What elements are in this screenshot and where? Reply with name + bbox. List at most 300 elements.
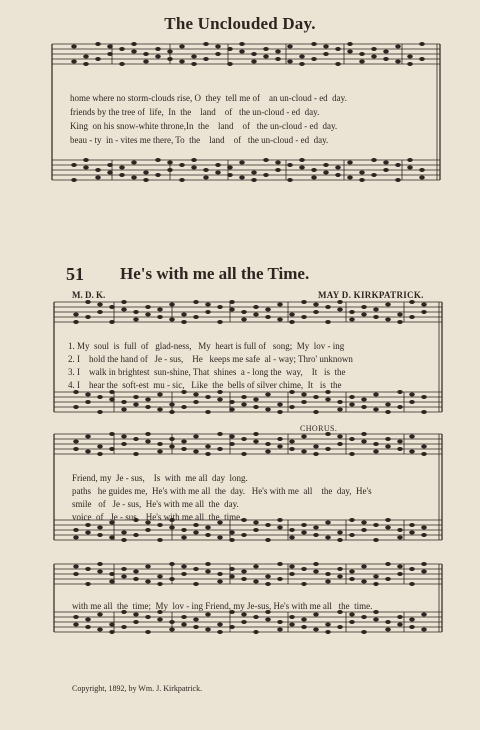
- lyric-line: Friend, my Je - sus, Is with me all day long.: [72, 473, 248, 483]
- note-head: [337, 538, 343, 542]
- note-head: [119, 173, 125, 177]
- note-head: [229, 538, 235, 542]
- note-head: [421, 533, 427, 537]
- note-head: [181, 313, 187, 317]
- note-head: [277, 562, 283, 566]
- note-head: [241, 310, 247, 314]
- note-head: [409, 300, 415, 304]
- note-head: [289, 623, 295, 627]
- note-head: [145, 398, 151, 402]
- note-head: [181, 565, 187, 569]
- note-head: [145, 630, 151, 634]
- note-head: [253, 528, 259, 532]
- note-head: [277, 403, 283, 407]
- note-head: [205, 562, 211, 566]
- note-head: [73, 615, 79, 619]
- note-head: [145, 565, 151, 569]
- note-head: [265, 442, 271, 446]
- note-head: [169, 577, 175, 581]
- note-head: [191, 158, 197, 162]
- note-head: [253, 405, 259, 409]
- note-head: [133, 395, 139, 399]
- note-head: [265, 408, 271, 412]
- note-head: [397, 572, 403, 576]
- note-head: [275, 50, 281, 54]
- note-head: [253, 630, 259, 634]
- note-head: [313, 310, 319, 314]
- note-head: [349, 318, 355, 322]
- note-head: [179, 60, 185, 64]
- note-head: [251, 178, 257, 182]
- copyright-notice: Copyright, 1892, by Wm. J. Kirkpatrick.: [72, 684, 203, 693]
- note-head: [373, 618, 379, 622]
- note-head: [421, 452, 427, 456]
- note-head: [109, 398, 115, 402]
- note-head: [133, 403, 139, 407]
- note-head: [251, 171, 257, 175]
- note-head: [407, 62, 413, 66]
- note-head: [179, 45, 185, 49]
- note-head: [337, 575, 343, 579]
- note-head: [97, 526, 103, 530]
- note-head: [301, 435, 307, 439]
- note-head: [253, 305, 259, 309]
- note-head: [205, 395, 211, 399]
- note-head: [385, 628, 391, 632]
- verse-line: 4. I hear the soft-est mu - sic, Like the bells of silver chime, It is the: [68, 380, 342, 390]
- note-head: [289, 313, 295, 317]
- note-head: [253, 521, 259, 525]
- note-head: [215, 171, 221, 175]
- note-head: [277, 628, 283, 632]
- note-head: [119, 166, 125, 170]
- note-head: [97, 303, 103, 307]
- note-head: [181, 623, 187, 627]
- note-head: [421, 562, 427, 566]
- note-head: [335, 62, 341, 66]
- note-head: [287, 60, 293, 64]
- note-head: [325, 320, 331, 324]
- note-head: [181, 572, 187, 576]
- note-head: [131, 42, 137, 46]
- note-head: [421, 303, 427, 307]
- note-head: [265, 538, 271, 542]
- note-head: [325, 580, 331, 584]
- note-head: [397, 565, 403, 569]
- note-head: [337, 567, 343, 571]
- note-head: [277, 577, 283, 581]
- note-head: [217, 580, 223, 584]
- note-head: [409, 523, 415, 527]
- note-head: [325, 572, 331, 576]
- note-head: [241, 452, 247, 456]
- note-head: [121, 625, 127, 629]
- note-head: [397, 536, 403, 540]
- note-head: [301, 300, 307, 304]
- note-head: [289, 440, 295, 444]
- note-head: [73, 447, 79, 451]
- note-head: [109, 447, 115, 451]
- note-head: [277, 410, 283, 414]
- note-head: [97, 570, 103, 574]
- note-head: [181, 536, 187, 540]
- note-head: [421, 445, 427, 449]
- note-head: [313, 533, 319, 537]
- note-head: [265, 582, 271, 586]
- note-head: [301, 625, 307, 629]
- note-head: [301, 450, 307, 454]
- note-head: [349, 403, 355, 407]
- note-head: [121, 400, 127, 404]
- note-head: [313, 445, 319, 449]
- note-head: [323, 45, 329, 49]
- note-head: [263, 173, 269, 177]
- note-head: [275, 168, 281, 172]
- note-head: [241, 533, 247, 537]
- note-head: [325, 536, 331, 540]
- note-head: [85, 393, 91, 397]
- note-head: [373, 610, 379, 614]
- note-head: [385, 620, 391, 624]
- note-head: [335, 166, 341, 170]
- note-head: [193, 531, 199, 535]
- lyric-line: smile of Je - sus, He's with me all the day.: [72, 499, 239, 509]
- note-head: [361, 440, 367, 444]
- note-head: [313, 395, 319, 399]
- note-head: [395, 60, 401, 64]
- note-head: [85, 450, 91, 454]
- note-head: [205, 526, 211, 530]
- note-head: [289, 320, 295, 324]
- note-head: [299, 62, 305, 66]
- note-head: [109, 320, 115, 324]
- note-head: [205, 303, 211, 307]
- note-head: [371, 173, 377, 177]
- lyricist-credit: M. D. K.: [72, 290, 106, 300]
- note-head: [325, 305, 331, 309]
- note-head: [421, 395, 427, 399]
- note-head: [241, 437, 247, 441]
- note-head: [287, 178, 293, 182]
- note-head: [217, 623, 223, 627]
- note-head: [157, 408, 163, 412]
- note-head: [133, 620, 139, 624]
- note-head: [145, 615, 151, 619]
- note-head: [241, 570, 247, 574]
- note-head: [289, 447, 295, 451]
- note-head: [133, 577, 139, 581]
- note-head: [361, 528, 367, 532]
- note-head: [239, 176, 245, 180]
- note-head: [407, 166, 413, 170]
- note-head: [71, 60, 77, 64]
- note-head: [241, 318, 247, 322]
- note-head: [277, 437, 283, 441]
- note-head: [263, 158, 269, 162]
- note-head: [217, 398, 223, 402]
- note-head: [227, 173, 233, 177]
- note-head: [193, 567, 199, 571]
- note-head: [121, 300, 127, 304]
- note-head: [337, 308, 343, 312]
- note-head: [167, 161, 173, 165]
- note-head: [71, 45, 77, 49]
- note-head: [205, 533, 211, 537]
- note-head: [337, 625, 343, 629]
- note-head: [313, 562, 319, 566]
- note-head: [383, 168, 389, 172]
- note-head: [193, 400, 199, 404]
- note-head: [181, 447, 187, 451]
- note-head: [157, 308, 163, 312]
- note-head: [421, 570, 427, 574]
- note-head: [323, 163, 329, 167]
- note-head: [409, 567, 415, 571]
- lyric-line: King on his snow-white throne,In the land of the un-cloud - ed day.: [70, 121, 338, 131]
- note-head: [131, 176, 137, 180]
- note-head: [229, 308, 235, 312]
- note-head: [385, 403, 391, 407]
- note-head: [361, 521, 367, 525]
- note-head: [349, 620, 355, 624]
- note-head: [325, 521, 331, 525]
- note-head: [155, 158, 161, 162]
- note-head: [95, 176, 101, 180]
- note-head: [335, 173, 341, 177]
- note-head: [169, 410, 175, 414]
- note-head: [275, 57, 281, 61]
- note-head: [373, 450, 379, 454]
- note-head: [97, 628, 103, 632]
- note-head: [121, 538, 127, 542]
- note-head: [143, 178, 149, 182]
- note-head: [133, 318, 139, 322]
- note-head: [421, 628, 427, 632]
- note-head: [239, 42, 245, 46]
- note-head: [145, 440, 151, 444]
- note-head: [239, 161, 245, 165]
- note-head: [181, 320, 187, 324]
- note-head: [289, 528, 295, 532]
- note-head: [193, 618, 199, 622]
- note-head: [421, 310, 427, 314]
- note-head: [85, 582, 91, 586]
- note-head: [323, 52, 329, 56]
- note-head: [397, 615, 403, 619]
- note-head: [203, 176, 209, 180]
- note-head: [349, 533, 355, 537]
- note-head: [217, 432, 223, 436]
- note-head: [361, 565, 367, 569]
- note-head: [179, 163, 185, 167]
- note-head: [193, 300, 199, 304]
- note-head: [73, 405, 79, 409]
- note-head: [109, 305, 115, 309]
- note-head: [193, 625, 199, 629]
- lyric-line: home where no storm-clouds rise, O they tell me of an un-cloud - ed day.: [70, 93, 347, 103]
- note-head: [395, 178, 401, 182]
- note-head: [157, 582, 163, 586]
- note-head: [229, 531, 235, 535]
- note-head: [337, 408, 343, 412]
- note-head: [97, 310, 103, 314]
- note-head: [85, 618, 91, 622]
- note-head: [409, 315, 415, 319]
- note-head: [323, 171, 329, 175]
- note-head: [311, 42, 317, 46]
- note-head: [109, 623, 115, 627]
- note-head: [349, 570, 355, 574]
- lyric-line: with me all the time; My lov - ing Friend, my Je-sus, He's with me all the time.: [72, 601, 373, 611]
- note-head: [107, 171, 113, 175]
- note-head: [409, 435, 415, 439]
- note-head: [373, 408, 379, 412]
- note-head: [239, 50, 245, 54]
- note-head: [373, 315, 379, 319]
- note-head: [143, 52, 149, 56]
- note-head: [263, 47, 269, 51]
- note-head: [193, 435, 199, 439]
- note-head: [277, 518, 283, 522]
- note-head: [145, 313, 151, 317]
- note-head: [395, 45, 401, 49]
- note-head: [107, 163, 113, 167]
- note-head: [349, 310, 355, 314]
- note-head: [229, 400, 235, 404]
- note-head: [133, 452, 139, 456]
- note-head: [181, 528, 187, 532]
- note-head: [203, 168, 209, 172]
- note-head: [205, 410, 211, 414]
- note-head: [359, 60, 365, 64]
- note-head: [121, 531, 127, 535]
- note-head: [227, 166, 233, 170]
- note-head: [85, 315, 91, 319]
- note-head: [109, 572, 115, 576]
- note-head: [383, 161, 389, 165]
- note-head: [409, 618, 415, 622]
- note-head: [85, 435, 91, 439]
- note-head: [119, 47, 125, 51]
- note-head: [265, 315, 271, 319]
- note-head: [349, 437, 355, 441]
- note-head: [361, 398, 367, 402]
- chorus-label: CHORUS.: [300, 424, 338, 433]
- note-head: [167, 57, 173, 61]
- note-head: [191, 62, 197, 66]
- note-head: [205, 570, 211, 574]
- note-head: [397, 405, 403, 409]
- note-head: [85, 531, 91, 535]
- note-head: [337, 400, 343, 404]
- note-head: [289, 615, 295, 619]
- note-head: [253, 580, 259, 584]
- lyric-line: friends by the tree of life, In the land of the un-cloud - ed day.: [70, 107, 320, 117]
- note-head: [313, 452, 319, 456]
- note-head: [181, 615, 187, 619]
- note-head: [419, 57, 425, 61]
- note-head: [409, 393, 415, 397]
- note-head: [265, 575, 271, 579]
- note-head: [347, 176, 353, 180]
- note-head: [121, 567, 127, 571]
- note-head: [325, 623, 331, 627]
- note-head: [301, 393, 307, 397]
- note-head: [265, 450, 271, 454]
- note-head: [229, 300, 235, 304]
- note-head: [169, 437, 175, 441]
- note-head: [407, 158, 413, 162]
- note-head: [83, 55, 89, 59]
- note-head: [265, 523, 271, 527]
- note-head: [145, 405, 151, 409]
- hymn-title-unclouded-day: The Unclouded Day.: [164, 14, 316, 33]
- note-head: [217, 320, 223, 324]
- note-head: [133, 310, 139, 314]
- note-head: [361, 305, 367, 309]
- note-head: [263, 55, 269, 59]
- note-head: [311, 168, 317, 172]
- note-head: [119, 62, 125, 66]
- note-head: [299, 166, 305, 170]
- note-head: [397, 320, 403, 324]
- note-head: [409, 450, 415, 454]
- note-head: [121, 575, 127, 579]
- note-head: [145, 528, 151, 532]
- note-head: [409, 531, 415, 535]
- note-head: [217, 536, 223, 540]
- note-head: [73, 565, 79, 569]
- note-head: [205, 445, 211, 449]
- note-head: [325, 630, 331, 634]
- note-head: [73, 320, 79, 324]
- note-head: [193, 393, 199, 397]
- note-head: [289, 572, 295, 576]
- note-head: [71, 178, 77, 182]
- note-head: [217, 630, 223, 634]
- note-head: [277, 526, 283, 530]
- note-head: [97, 395, 103, 399]
- note-head: [143, 60, 149, 64]
- note-head: [349, 518, 355, 522]
- composer-credit: MAY D. KIRKPATRICK.: [318, 290, 424, 300]
- note-head: [385, 526, 391, 530]
- note-head: [373, 308, 379, 312]
- note-head: [385, 562, 391, 566]
- note-head: [301, 531, 307, 535]
- note-head: [385, 318, 391, 322]
- note-head: [251, 60, 257, 64]
- note-head: [131, 161, 137, 165]
- note-head: [373, 582, 379, 586]
- note-head: [215, 163, 221, 167]
- note-head: [169, 318, 175, 322]
- note-head: [85, 567, 91, 571]
- note-head: [337, 531, 343, 535]
- note-head: [371, 47, 377, 51]
- note-head: [385, 577, 391, 581]
- note-head: [395, 163, 401, 167]
- note-head: [107, 52, 113, 56]
- note-head: [277, 445, 283, 449]
- note-head: [265, 393, 271, 397]
- note-head: [289, 405, 295, 409]
- note-head: [217, 572, 223, 576]
- hymn-number: 51: [66, 264, 84, 284]
- note-head: [169, 303, 175, 307]
- note-head: [301, 315, 307, 319]
- note-head: [133, 533, 139, 537]
